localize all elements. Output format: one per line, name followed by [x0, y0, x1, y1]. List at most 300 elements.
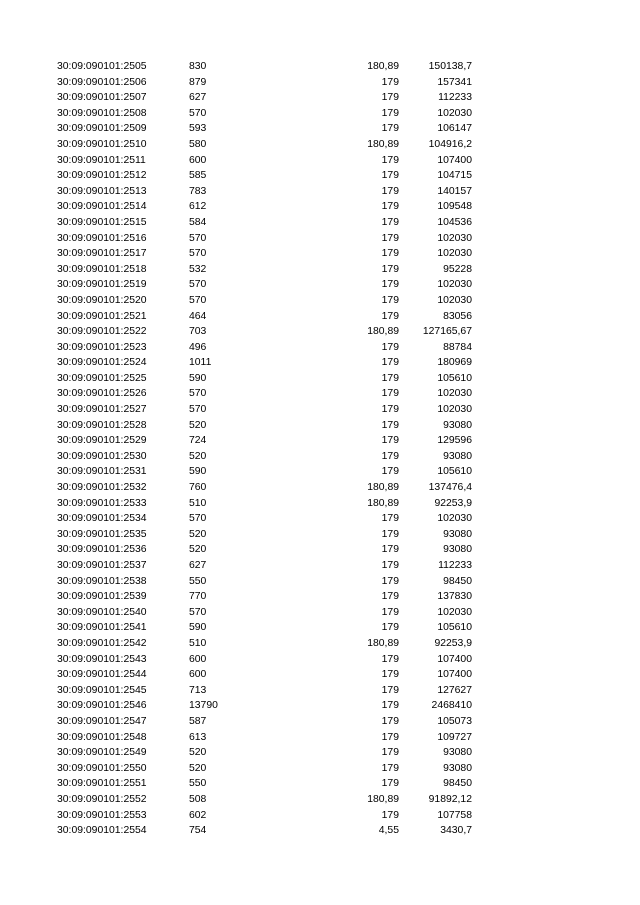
row-margin	[0, 106, 57, 122]
cell-area: 570	[189, 606, 207, 618]
cell-spacer	[289, 90, 361, 106]
cell-rate: 179	[381, 201, 399, 213]
cell-spacer	[289, 168, 361, 184]
cell-total: 102030	[437, 513, 472, 525]
cell-rate: 179	[381, 606, 399, 618]
cell-area: 584	[189, 216, 207, 228]
cell-area: 570	[189, 248, 207, 260]
row-margin	[0, 542, 57, 558]
cell-cadastral-number: 30:09:090101:2527	[57, 404, 147, 416]
cell-cadastral-number: 30:09:090101:2533	[57, 497, 147, 509]
cell-rate: 179	[381, 185, 399, 197]
cell-area: 550	[189, 778, 207, 790]
cell-total: 91892,12	[428, 793, 472, 805]
cell-rate: 179	[381, 154, 399, 166]
cell-rate: 180,89	[367, 482, 399, 494]
cell-rate: 179	[381, 700, 399, 712]
cell-area: 587	[189, 715, 207, 727]
cell-total: 127627	[437, 684, 472, 696]
cell-rate: 179	[381, 388, 399, 400]
cell-rate: 179	[381, 357, 399, 369]
cell-spacer	[289, 776, 361, 792]
table-row	[0, 277, 472, 293]
row-margin	[0, 823, 57, 839]
cell-total: 93080	[443, 450, 472, 462]
cell-cadastral-number: 30:09:090101:2549	[57, 747, 147, 759]
table-row	[0, 324, 472, 340]
cell-rate: 179	[381, 341, 399, 353]
table-row	[0, 745, 472, 761]
cell-area: 13790	[189, 700, 218, 712]
row-margin	[0, 745, 57, 761]
cell-rate: 4,55	[378, 825, 399, 837]
cell-total: 107400	[437, 669, 472, 681]
data-table	[0, 59, 472, 839]
cell-spacer	[289, 386, 361, 402]
table-row	[0, 231, 472, 247]
row-margin	[0, 730, 57, 746]
cell-spacer	[289, 137, 361, 153]
cell-cadastral-number: 30:09:090101:2525	[57, 372, 147, 384]
row-margin	[0, 309, 57, 325]
row-margin	[0, 464, 57, 480]
cell-spacer	[289, 324, 361, 340]
row-margin	[0, 449, 57, 465]
cell-rate: 179	[381, 591, 399, 603]
row-margin	[0, 433, 57, 449]
cell-cadastral-number: 30:09:090101:2530	[57, 450, 147, 462]
cell-spacer	[289, 277, 361, 293]
cell-cadastral-number: 30:09:090101:2550	[57, 762, 147, 774]
table-row	[0, 153, 472, 169]
cell-rate: 179	[381, 419, 399, 431]
cell-cadastral-number: 30:09:090101:2551	[57, 778, 147, 790]
cell-rate: 179	[381, 731, 399, 743]
cell-total: 105073	[437, 715, 472, 727]
cell-rate: 179	[381, 528, 399, 540]
cell-area: 627	[189, 560, 207, 571]
cell-cadastral-number: 30:09:090101:2506	[57, 76, 147, 88]
row-margin	[0, 714, 57, 730]
cell-rate: 179	[381, 232, 399, 244]
row-margin	[0, 137, 57, 153]
cell-rate: 180,89	[367, 497, 399, 509]
cell-cadastral-number: 30:09:090101:2517	[57, 248, 147, 260]
cell-spacer	[289, 199, 361, 215]
row-margin	[0, 153, 57, 169]
cell-total: 102030	[437, 107, 472, 119]
table-row	[0, 698, 472, 714]
cell-total: 107400	[437, 653, 472, 665]
cell-area: 464	[189, 310, 207, 322]
cell-spacer	[289, 184, 361, 200]
cell-area: 724	[189, 435, 207, 447]
cell-rate: 179	[381, 544, 399, 556]
table-row	[0, 75, 472, 91]
table-row	[0, 667, 472, 683]
cell-total: 104536	[437, 216, 472, 228]
cell-rate: 179	[381, 747, 399, 759]
cell-rate: 179	[381, 669, 399, 681]
cell-area: 830	[189, 61, 207, 72]
cell-area: 532	[189, 263, 207, 275]
cell-total: 150138,7	[428, 61, 472, 72]
table-row	[0, 433, 472, 449]
cell-area: 593	[189, 123, 207, 135]
table-row	[0, 464, 472, 480]
cell-spacer	[289, 106, 361, 122]
cell-area: 602	[189, 809, 207, 821]
cell-total: 107758	[437, 809, 472, 821]
table-row	[0, 605, 472, 621]
cell-area: 510	[189, 637, 207, 649]
table-body	[0, 59, 472, 839]
row-margin	[0, 527, 57, 543]
cell-cadastral-number: 30:09:090101:2523	[57, 341, 147, 353]
cell-cadastral-number: 30:09:090101:2544	[57, 669, 147, 681]
cell-cadastral-number: 30:09:090101:2543	[57, 653, 147, 665]
spreadsheet-page	[0, 59, 640, 839]
row-margin	[0, 776, 57, 792]
cell-rate: 179	[381, 248, 399, 260]
row-margin	[0, 277, 57, 293]
cell-area: 879	[189, 76, 207, 88]
cell-rate: 179	[381, 372, 399, 384]
cell-cadastral-number: 30:09:090101:2554	[57, 825, 147, 837]
cell-spacer	[289, 605, 361, 621]
table-row	[0, 636, 472, 652]
cell-area: 570	[189, 232, 207, 244]
cell-spacer	[289, 574, 361, 590]
row-margin	[0, 340, 57, 356]
cell-cadastral-number: 30:09:090101:2516	[57, 232, 147, 244]
table-row	[0, 262, 472, 278]
cell-total: 105610	[437, 622, 472, 634]
row-margin	[0, 262, 57, 278]
row-margin	[0, 589, 57, 605]
cell-area: 508	[189, 793, 207, 805]
cell-area: 570	[189, 279, 207, 291]
table-row	[0, 620, 472, 636]
cell-area: 550	[189, 575, 207, 587]
row-margin	[0, 184, 57, 200]
cell-spacer	[289, 418, 361, 434]
cell-spacer	[289, 636, 361, 652]
cell-spacer	[289, 480, 361, 496]
table-row	[0, 761, 472, 777]
table-row	[0, 511, 472, 527]
row-margin	[0, 168, 57, 184]
cell-area: 520	[189, 450, 207, 462]
table-row	[0, 340, 472, 356]
row-margin	[0, 59, 57, 75]
row-margin	[0, 698, 57, 714]
row-margin	[0, 199, 57, 215]
table-row	[0, 199, 472, 215]
table-row	[0, 449, 472, 465]
table-row	[0, 652, 472, 668]
row-margin	[0, 246, 57, 262]
table-row	[0, 542, 472, 558]
cell-cadastral-number: 30:09:090101:2529	[57, 435, 147, 447]
cell-total: 102030	[437, 404, 472, 416]
cell-total: 137830	[437, 591, 472, 603]
cell-cadastral-number: 30:09:090101:2514	[57, 201, 147, 213]
cell-cadastral-number: 30:09:090101:2541	[57, 622, 147, 634]
cell-area: 580	[189, 138, 207, 150]
table-row	[0, 589, 472, 605]
cell-rate: 179	[381, 170, 399, 182]
cell-cadastral-number: 30:09:090101:2512	[57, 170, 147, 182]
cell-total: 98450	[443, 575, 472, 587]
cell-rate: 179	[381, 715, 399, 727]
cell-spacer	[289, 402, 361, 418]
cell-rate: 179	[381, 466, 399, 478]
cell-total: 102030	[437, 279, 472, 291]
cell-cadastral-number: 30:09:090101:2547	[57, 715, 147, 727]
cell-area: 627	[189, 92, 207, 104]
cell-spacer	[289, 589, 361, 605]
cell-spacer	[289, 231, 361, 247]
cell-cadastral-number: 30:09:090101:2505	[57, 61, 147, 72]
cell-rate: 179	[381, 809, 399, 821]
table-row	[0, 246, 472, 262]
row-margin	[0, 480, 57, 496]
cell-cadastral-number: 30:09:090101:2553	[57, 809, 147, 821]
cell-spacer	[289, 652, 361, 668]
table-row	[0, 480, 472, 496]
cell-cadastral-number: 30:09:090101:2515	[57, 216, 147, 228]
cell-rate: 179	[381, 653, 399, 665]
cell-spacer	[289, 496, 361, 512]
cell-cadastral-number: 30:09:090101:2520	[57, 294, 147, 306]
cell-cadastral-number: 30:09:090101:2510	[57, 138, 147, 150]
cell-area: 520	[189, 528, 207, 540]
cell-cadastral-number: 30:09:090101:2524	[57, 357, 147, 369]
table-row	[0, 418, 472, 434]
row-margin	[0, 667, 57, 683]
cell-cadastral-number: 30:09:090101:2519	[57, 279, 147, 291]
cell-rate: 179	[381, 263, 399, 275]
cell-cadastral-number: 30:09:090101:2507	[57, 92, 147, 104]
cell-rate: 179	[381, 294, 399, 306]
cell-rate: 179	[381, 310, 399, 322]
cell-total: 127165,67	[422, 326, 472, 338]
row-margin	[0, 355, 57, 371]
cell-spacer	[289, 511, 361, 527]
table-row	[0, 527, 472, 543]
row-margin	[0, 371, 57, 387]
cell-cadastral-number: 30:09:090101:2534	[57, 513, 147, 525]
cell-total: 98450	[443, 778, 472, 790]
cell-area: 713	[189, 684, 207, 696]
cell-spacer	[289, 667, 361, 683]
cell-total: 140157	[437, 185, 472, 197]
cell-total: 102030	[437, 248, 472, 260]
table-row	[0, 402, 472, 418]
row-margin	[0, 683, 57, 699]
cell-total: 92253,9	[434, 637, 472, 649]
cell-spacer	[289, 620, 361, 636]
table-row	[0, 574, 472, 590]
cell-total: 137476,4	[428, 482, 472, 494]
cell-area: 496	[189, 341, 207, 353]
row-margin	[0, 808, 57, 824]
row-margin	[0, 620, 57, 636]
row-margin	[0, 121, 57, 137]
cell-cadastral-number: 30:09:090101:2545	[57, 684, 147, 696]
cell-spacer	[289, 59, 361, 75]
cell-area: 612	[189, 201, 207, 213]
cell-cadastral-number: 30:09:090101:2508	[57, 107, 147, 119]
cell-spacer	[289, 808, 361, 824]
cell-rate: 179	[381, 123, 399, 135]
cell-spacer	[289, 823, 361, 839]
cell-cadastral-number: 30:09:090101:2511	[57, 154, 146, 166]
row-margin	[0, 574, 57, 590]
cell-total: 112233	[438, 560, 472, 571]
cell-spacer	[289, 340, 361, 356]
cell-total: 95228	[443, 263, 472, 275]
table-row	[0, 823, 472, 839]
cell-total: 112233	[438, 92, 472, 104]
cell-total: 109548	[437, 201, 472, 213]
row-margin	[0, 402, 57, 418]
cell-cadastral-number: 30:09:090101:2536	[57, 544, 147, 556]
cell-area: 590	[189, 622, 207, 634]
table-row	[0, 59, 472, 75]
row-margin	[0, 761, 57, 777]
cell-cadastral-number: 30:09:090101:2539	[57, 591, 147, 603]
row-margin	[0, 652, 57, 668]
table-row	[0, 714, 472, 730]
cell-total: 93080	[443, 762, 472, 774]
cell-spacer	[289, 215, 361, 231]
cell-rate: 179	[381, 279, 399, 291]
table-row	[0, 792, 472, 808]
cell-total: 104715	[437, 170, 472, 182]
row-margin	[0, 215, 57, 231]
cell-cadastral-number: 30:09:090101:2548	[57, 731, 147, 743]
table-row	[0, 683, 472, 699]
cell-spacer	[289, 433, 361, 449]
table-row	[0, 215, 472, 231]
cell-total: 3430,7	[440, 825, 472, 837]
cell-area: 510	[189, 497, 207, 509]
cell-spacer	[289, 542, 361, 558]
row-margin	[0, 496, 57, 512]
cell-spacer	[289, 730, 361, 746]
row-margin	[0, 386, 57, 402]
table-row	[0, 496, 472, 512]
cell-area: 703	[189, 326, 207, 338]
cell-cadastral-number: 30:09:090101:2526	[57, 388, 147, 400]
cell-area: 520	[189, 544, 207, 556]
cell-area: 600	[189, 154, 207, 166]
cell-total: 2468410	[431, 700, 472, 712]
cell-spacer	[289, 355, 361, 371]
cell-total: 88784	[443, 341, 472, 353]
cell-area: 585	[189, 170, 207, 182]
cell-spacer	[289, 558, 361, 574]
cell-total: 105610	[437, 372, 472, 384]
table-row	[0, 371, 472, 387]
cell-area: 783	[189, 185, 207, 197]
cell-rate: 180,89	[367, 61, 399, 72]
cell-area: 570	[189, 404, 207, 416]
cell-total: 102030	[437, 232, 472, 244]
cell-rate: 179	[381, 435, 399, 447]
cell-cadastral-number: 30:09:090101:2518	[57, 263, 147, 275]
cell-total: 129596	[437, 435, 472, 447]
row-margin	[0, 511, 57, 527]
cell-cadastral-number: 30:09:090101:2509	[57, 123, 147, 135]
cell-spacer	[289, 714, 361, 730]
cell-rate: 179	[381, 76, 399, 88]
cell-area: 754	[189, 825, 207, 837]
cell-total: 93080	[443, 544, 472, 556]
cell-area: 600	[189, 653, 207, 665]
row-margin	[0, 231, 57, 247]
cell-total: 106147	[437, 123, 472, 135]
cell-spacer	[289, 293, 361, 309]
table-row	[0, 355, 472, 371]
cell-total: 93080	[443, 747, 472, 759]
cell-rate: 180,89	[367, 637, 399, 649]
cell-area: 520	[189, 762, 207, 774]
table-row	[0, 184, 472, 200]
table-row	[0, 776, 472, 792]
table-row	[0, 808, 472, 824]
table-row	[0, 558, 472, 574]
cell-spacer	[289, 792, 361, 808]
cell-cadastral-number: 30:09:090101:2513	[57, 185, 147, 197]
row-margin	[0, 75, 57, 91]
cell-spacer	[289, 683, 361, 699]
cell-rate: 180,89	[367, 138, 399, 150]
row-margin	[0, 558, 57, 574]
cell-spacer	[289, 75, 361, 91]
cell-total: 102030	[437, 606, 472, 618]
cell-rate: 180,89	[367, 793, 399, 805]
cell-cadastral-number: 30:09:090101:2538	[57, 575, 147, 587]
cell-rate: 179	[381, 450, 399, 462]
cell-cadastral-number: 30:09:090101:2552	[57, 793, 147, 805]
table-row	[0, 106, 472, 122]
cell-area: 570	[189, 388, 207, 400]
cell-spacer	[289, 745, 361, 761]
cell-total: 109727	[437, 731, 472, 743]
row-margin	[0, 418, 57, 434]
cell-spacer	[289, 262, 361, 278]
cell-spacer	[289, 309, 361, 325]
cell-cadastral-number: 30:09:090101:2542	[57, 637, 147, 649]
cell-cadastral-number: 30:09:090101:2540	[57, 606, 147, 618]
cell-total: 180969	[437, 357, 472, 369]
cell-area: 760	[189, 482, 207, 494]
cell-cadastral-number: 30:09:090101:2521	[57, 310, 147, 322]
table-row	[0, 309, 472, 325]
row-margin	[0, 792, 57, 808]
cell-area: 600	[189, 669, 207, 681]
cell-rate: 179	[381, 762, 399, 774]
row-margin	[0, 324, 57, 340]
cell-rate: 179	[381, 513, 399, 525]
cell-rate: 179	[381, 684, 399, 696]
cell-area: 570	[189, 107, 207, 119]
cell-cadastral-number: 30:09:090101:2531	[57, 466, 147, 478]
cell-cadastral-number: 30:09:090101:2535	[57, 528, 147, 540]
